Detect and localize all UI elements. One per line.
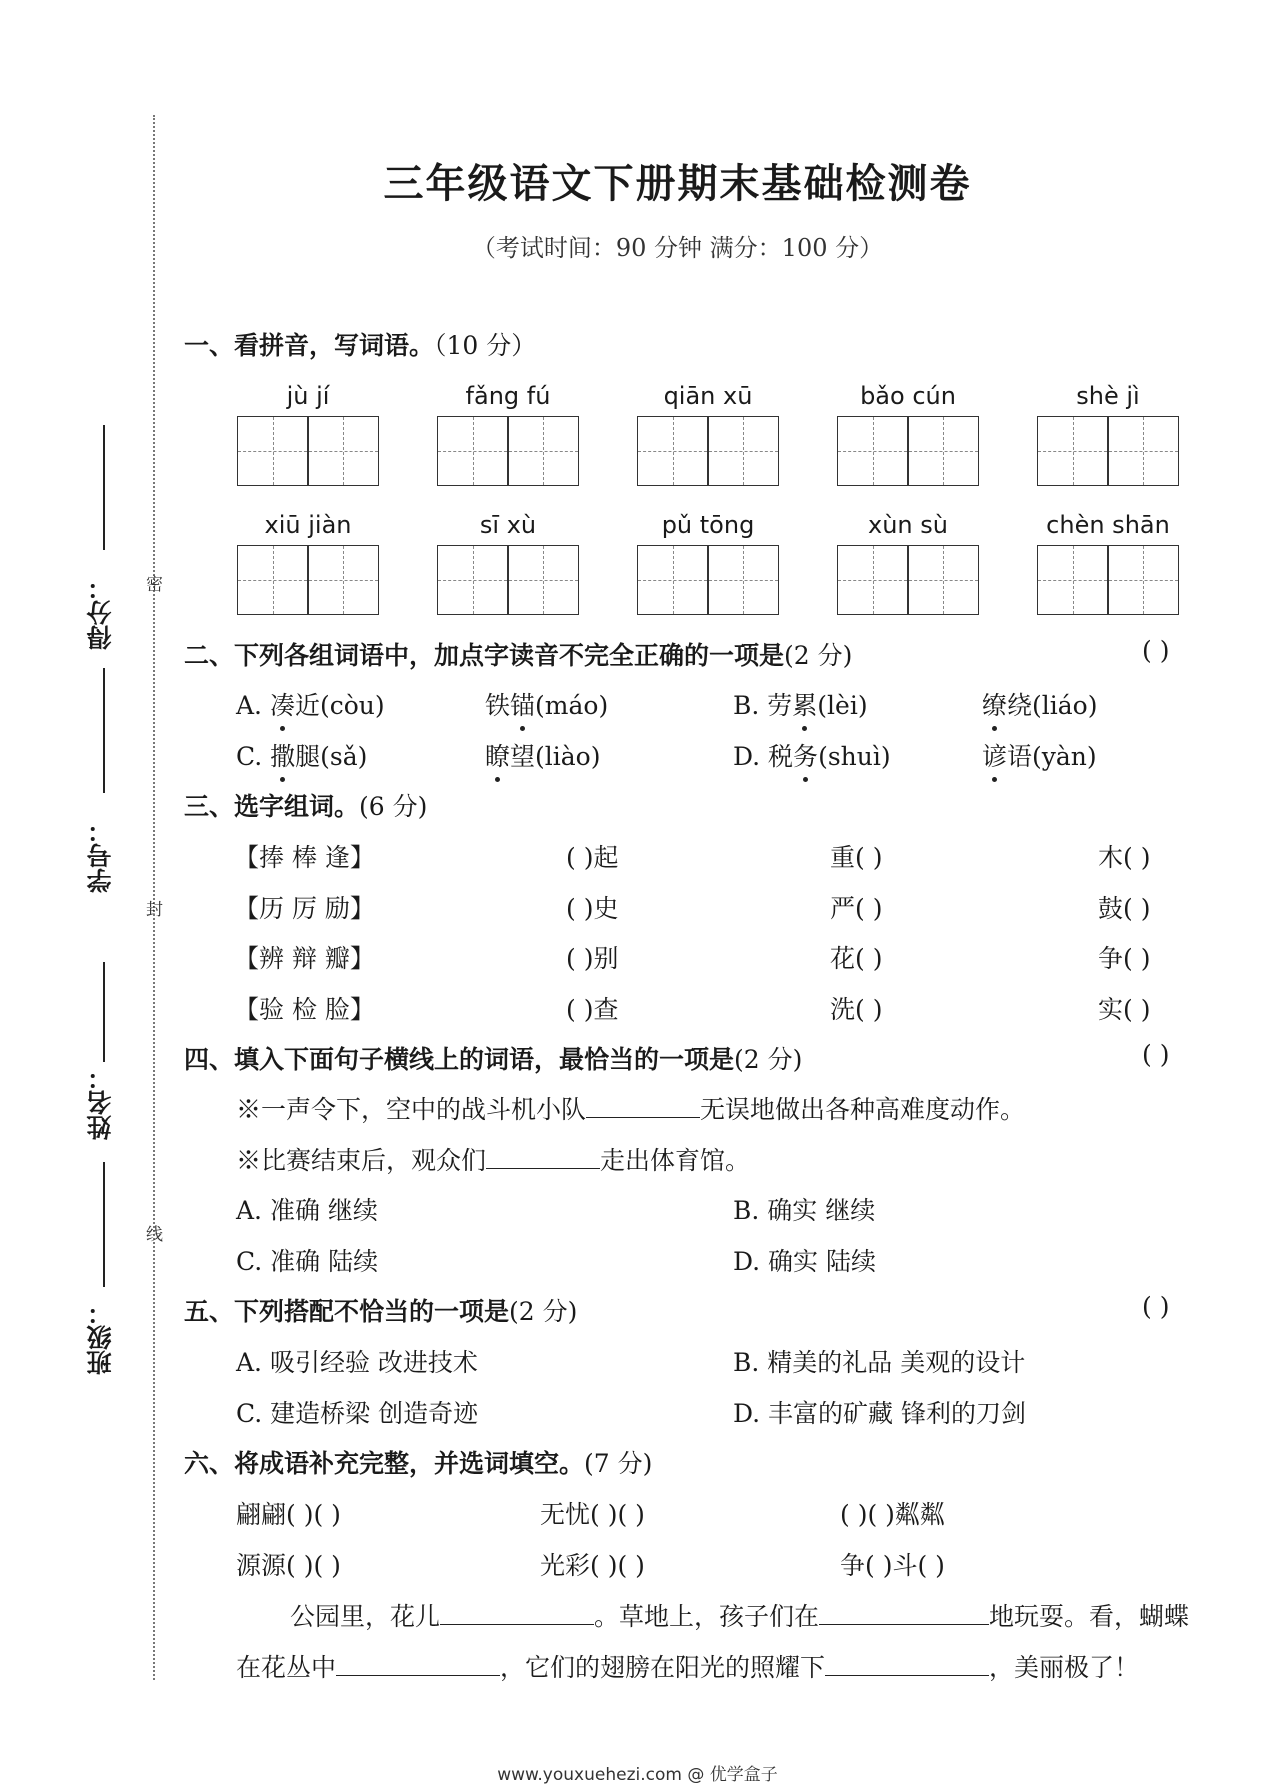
q1-heading: 一、看拼音，写词语。（10 分） bbox=[184, 331, 537, 360]
writing-grid[interactable] bbox=[437, 545, 579, 615]
q3-blank-3[interactable]: 争( ) bbox=[1098, 944, 1151, 973]
writing-grid[interactable] bbox=[237, 545, 379, 615]
writing-grid[interactable] bbox=[837, 545, 979, 615]
class-blank[interactable] bbox=[103, 1162, 105, 1287]
pinyin-label: chèn shān bbox=[1046, 511, 1170, 539]
q4-blank-1[interactable] bbox=[586, 1092, 700, 1118]
q3-blank-2[interactable]: 洗( ) bbox=[830, 995, 883, 1024]
name-field: 姓名： bbox=[86, 1065, 115, 1140]
q3-blank-2[interactable]: 重( ) bbox=[830, 843, 883, 872]
q2-option-d1: D. 税务(shuì) bbox=[733, 737, 891, 773]
idiom-blank[interactable]: 无忧( )( ) bbox=[540, 1500, 645, 1529]
q4-answer-paren[interactable]: ( ) bbox=[1142, 1040, 1170, 1069]
q6-fill-blank[interactable] bbox=[336, 1650, 500, 1676]
q4-option-b[interactable]: B. 确实 继续 bbox=[733, 1196, 876, 1225]
idiom-blank[interactable]: 翩翩( )( ) bbox=[236, 1500, 341, 1529]
q4-option-c[interactable]: C. 准确 陆续 bbox=[236, 1247, 379, 1276]
idiom-blank[interactable]: 争( )斗( ) bbox=[840, 1551, 945, 1580]
q3-blank-1[interactable]: ( )起 bbox=[566, 843, 619, 872]
pinyin-label: bǎo cún bbox=[860, 382, 956, 410]
q5-answer-paren[interactable]: ( ) bbox=[1142, 1292, 1170, 1321]
q4-option-d[interactable]: D. 确实 陆续 bbox=[733, 1247, 876, 1276]
pinyin-label: xiū jiàn bbox=[264, 511, 352, 539]
idiom-blank[interactable]: 源源( )( ) bbox=[236, 1551, 341, 1580]
idiom-blank[interactable]: ( )( )粼粼 bbox=[840, 1500, 945, 1529]
writing-grid[interactable] bbox=[637, 416, 779, 486]
pinyin-label: pǔ tōng bbox=[661, 511, 755, 539]
q3-blank-1[interactable]: ( )查 bbox=[566, 995, 619, 1024]
writing-grid[interactable] bbox=[237, 416, 379, 486]
seal-char-feng: 封 bbox=[146, 900, 163, 920]
q3-char-group: 【验 检 脸】 bbox=[234, 995, 375, 1024]
q6-fill-blank[interactable] bbox=[440, 1599, 594, 1625]
q6-paragraph-line-2: 在花丛中 ，它们的翅膀在阳光的照耀下 ，美丽极了！ bbox=[236, 1648, 1139, 1684]
q4-sentence-2: ※比赛结束后，观众们 走出体育馆。 bbox=[236, 1141, 750, 1177]
score-field: 得分： bbox=[86, 575, 115, 650]
pinyin-label: xùn sù bbox=[868, 511, 948, 539]
q3-blank-3[interactable]: 鼓( ) bbox=[1098, 894, 1151, 923]
q2-option-a1: A. 凑近(còu) bbox=[236, 686, 385, 722]
q3-blank-1[interactable]: ( )别 bbox=[566, 944, 619, 973]
pinyin-label: qiān xū bbox=[663, 382, 753, 410]
q5-option-d[interactable]: D. 丰富的矿藏 锋利的刀剑 bbox=[733, 1399, 1026, 1428]
q2-answer-paren[interactable]: ( ) bbox=[1142, 636, 1170, 665]
seal-char-mi: 密 bbox=[146, 575, 163, 595]
writing-grid[interactable] bbox=[437, 416, 579, 486]
q5-heading: 五、下列搭配不恰当的一项是(2 分) bbox=[184, 1297, 578, 1326]
q5-option-c[interactable]: C. 建造桥梁 创造奇迹 bbox=[236, 1399, 479, 1428]
q2-option-d2: 谚语(yàn) bbox=[982, 737, 1097, 773]
q3-blank-2[interactable]: 花( ) bbox=[830, 944, 883, 973]
q2-option-c1: C. 撒腿(sǎ) bbox=[236, 737, 367, 773]
writing-grid[interactable] bbox=[1037, 545, 1179, 615]
q2-option-b1: B. 劳累(lèi) bbox=[733, 686, 868, 722]
pinyin-label: shè jì bbox=[1076, 382, 1140, 410]
q6-fill-blank[interactable] bbox=[819, 1599, 989, 1625]
score-blank[interactable] bbox=[103, 425, 105, 550]
q3-heading: 三、选字组词。(6 分) bbox=[184, 792, 428, 821]
q2-heading: 二、下列各组词语中，加点字读音不完全正确的一项是(2 分) bbox=[184, 641, 853, 670]
seal-char-xian: 线 bbox=[146, 1225, 163, 1245]
class-field: 班级： bbox=[86, 1300, 115, 1375]
footer-watermark: www.youxuehezi.com @ 优学盒子 bbox=[497, 1765, 778, 1785]
writing-grid[interactable] bbox=[1037, 416, 1179, 486]
writing-grid[interactable] bbox=[837, 416, 979, 486]
q4-blank-2[interactable] bbox=[486, 1143, 600, 1169]
q2-option-b2: 缭绕(liáo) bbox=[982, 686, 1097, 722]
q3-blank-2[interactable]: 严( ) bbox=[830, 894, 883, 923]
q3-char-group: 【历 厉 励】 bbox=[234, 894, 375, 923]
q4-option-a[interactable]: A. 准确 继续 bbox=[236, 1196, 378, 1225]
pinyin-label: sī xù bbox=[479, 511, 537, 539]
q3-blank-3[interactable]: 实( ) bbox=[1098, 995, 1151, 1024]
q3-blank-3[interactable]: 木( ) bbox=[1098, 843, 1151, 872]
q2-option-a2: 铁锚(máo) bbox=[485, 686, 608, 722]
q4-heading: 四、填入下面句子横线上的词语，最恰当的一项是(2 分) bbox=[184, 1045, 803, 1074]
q2-option-c2: 瞭望(liào) bbox=[485, 737, 600, 773]
name-blank[interactable] bbox=[103, 962, 105, 1062]
pinyin-label: jù jí bbox=[286, 382, 330, 410]
q3-char-group: 【捧 棒 逢】 bbox=[234, 843, 375, 872]
q5-option-a[interactable]: A. 吸引经验 改进技术 bbox=[236, 1348, 478, 1377]
q3-char-group: 【辨 辩 瓣】 bbox=[234, 944, 375, 973]
q4-sentence-1: ※一声令下，空中的战斗机小队 无误地做出各种高难度动作。 bbox=[236, 1090, 1025, 1126]
page-subtitle: （考试时间：90 分钟 满分：100 分） bbox=[471, 234, 884, 262]
page-title: 三年级语文下册期末基础检测卷 bbox=[383, 161, 972, 207]
idiom-blank[interactable]: 光彩( )( ) bbox=[540, 1551, 645, 1580]
q6-heading: 六、将成语补充完整，并选词填空。(7 分) bbox=[184, 1449, 653, 1478]
q6-fill-blank[interactable] bbox=[825, 1650, 989, 1676]
q3-blank-1[interactable]: ( )史 bbox=[566, 894, 619, 923]
q5-option-b[interactable]: B. 精美的礼品 美观的设计 bbox=[733, 1348, 1026, 1377]
pinyin-label: fǎng fú bbox=[465, 382, 551, 410]
student-id-field: 学号： bbox=[86, 818, 115, 893]
student-id-blank[interactable] bbox=[103, 668, 105, 793]
q6-paragraph-line-1: 公园里，花儿 。草地上，孩子们在 地玩耍。看，蝴蝶 bbox=[290, 1597, 1189, 1633]
writing-grid[interactable] bbox=[637, 545, 779, 615]
